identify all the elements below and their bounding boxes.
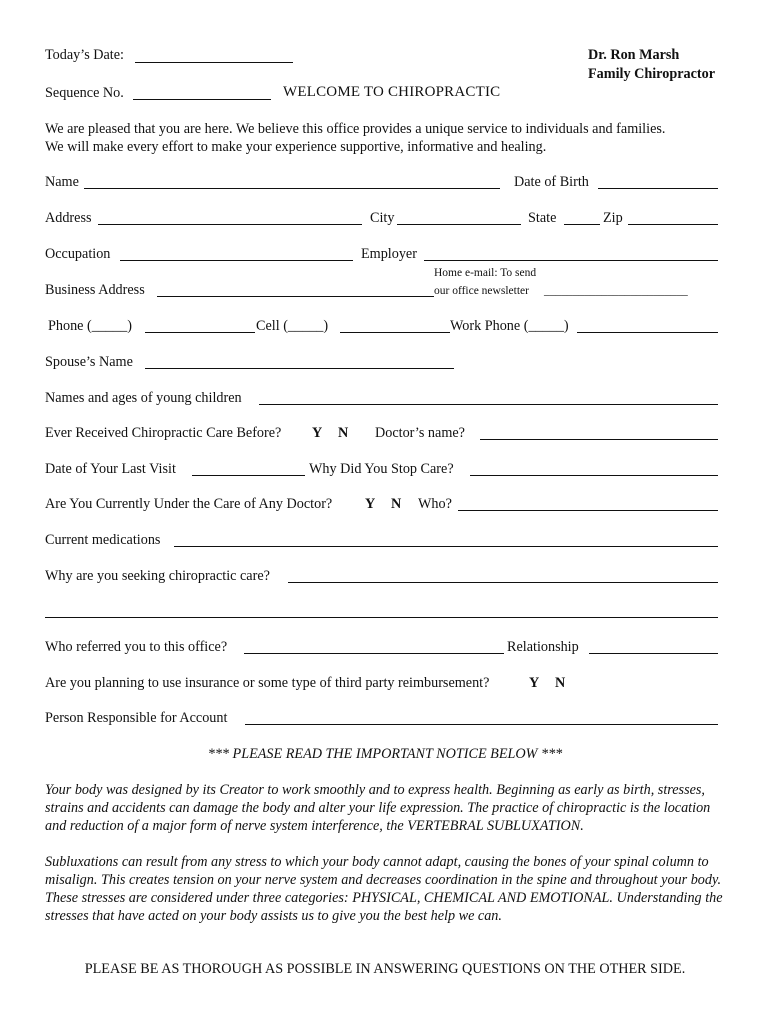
ever-received-no[interactable]: N [338,425,349,441]
under-care-yes[interactable]: Y [365,496,376,512]
who-label: Who? [418,496,452,512]
zip-field[interactable] [628,224,718,225]
employer-label: Employer [361,246,417,262]
spouse-label: Spouse’s Name [45,354,133,370]
phone-field[interactable] [145,332,255,333]
doctor-name: Dr. Ron Marsh [588,47,680,63]
referred-field[interactable] [244,653,504,654]
under-care-label: Are You Currently Under the Care of Any Doctor? [45,496,333,512]
who-field[interactable] [458,510,718,511]
children-label: Names and ages of young children [45,390,242,406]
why-seeking-label: Why are you seeking chiropractic care? [45,568,270,584]
state-label: State [528,210,557,226]
dob-label: Date of Birth [514,174,589,190]
home-email-field[interactable]: _________________________ [544,285,688,297]
name-field[interactable] [84,188,500,189]
business-address-field[interactable] [157,296,434,297]
ever-received-label: Ever Received Chiropractic Care Before? [45,425,282,441]
home-email-label-2: our office newsletter [434,285,529,297]
cell-label: Cell (_____) [256,318,329,334]
why-stop-field[interactable] [470,475,718,476]
medications-label: Current medications [45,532,161,548]
why-stop-label: Why Did You Stop Care? [309,461,454,477]
spouse-field[interactable] [145,368,454,369]
business-address-label: Business Address [45,282,145,298]
phone-label: Phone (_____) [48,318,132,334]
dob-field[interactable] [598,188,718,189]
work-phone-field[interactable] [577,332,718,333]
todays-date-label: Today’s Date: [45,47,124,63]
doctors-name-field[interactable] [480,439,718,440]
occupation-field[interactable] [120,260,353,261]
ever-received-yes[interactable]: Y [312,425,323,441]
intro-line-2: We will make every effort to make your experience supportive, informative and healing. [45,139,547,155]
insurance-yes[interactable]: Y [529,675,540,691]
employer-field[interactable] [424,260,718,261]
name-label: Name [45,174,79,190]
address-label: Address [45,210,92,226]
under-care-no[interactable]: N [391,496,402,512]
responsible-field[interactable] [245,724,718,725]
relationship-label: Relationship [507,639,579,655]
todays-date-field[interactable] [135,62,293,63]
responsible-label: Person Responsible for Account [45,710,228,726]
sequence-field[interactable] [133,99,271,100]
notice-paragraph-1: Your body was designed by its Creator to work smoothly and to express health. Beginning as early as birth, stresses, strains and accidents can damage the body and alter your life expression. The practice of chiropractic is the location and reduction of a major form of nerve system interference, the VERTEBRAL SUBLUXATION. [45,782,711,834]
referred-label: Who referred you to this office? [45,639,228,655]
address-field[interactable] [98,224,362,225]
notice-heading: *** PLEASE READ THE IMPORTANT NOTICE BELOW *** [207,746,563,762]
medications-field[interactable] [174,546,718,547]
relationship-field[interactable] [589,653,718,654]
home-email-label-1: Home e-mail: To send [434,267,537,279]
city-field[interactable] [397,224,521,225]
doctor-title: Family Chiropractor [588,66,716,82]
footer-instruction: PLEASE BE AS THOROUGH AS POSSIBLE IN ANSWERING QUESTIONS ON THE OTHER SIDE. [84,961,686,977]
zip-label: Zip [603,210,623,226]
why-seeking-field-2[interactable] [45,617,718,618]
work-phone-label: Work Phone (_____) [450,318,569,334]
notice-paragraph-2: Subluxations can result from any stress to which your body cannot adapt, causing the bones of your spinal column to misalign. This creates tension on your nerve system and decreases coordination in the spine and throughout your body. These stresses are considered under three categories: PHYSICAL, CHEMICAL AND EMOTIONAL. Understanding the stresses that have acted on your body assists us to give you the best help we can. [45,854,723,924]
children-field[interactable] [259,404,718,405]
last-visit-label: Date of Your Last Visit [45,461,176,477]
city-label: City [370,210,395,226]
occupation-label: Occupation [45,246,111,262]
doctors-name-label: Doctor’s name? [375,425,465,441]
why-seeking-field[interactable] [288,582,718,583]
sequence-label: Sequence No. [45,85,124,101]
last-visit-field[interactable] [192,475,305,476]
insurance-label: Are you planning to use insurance or some type of third party reimbursement? [45,675,490,691]
intro-line-1: We are pleased that you are here. We believe this office provides a unique service to individuals and families. [45,121,666,137]
insurance-no[interactable]: N [555,675,566,691]
cell-field[interactable] [340,332,450,333]
state-field[interactable] [564,224,600,225]
welcome-title: WELCOME TO CHIROPRACTIC [283,84,501,100]
